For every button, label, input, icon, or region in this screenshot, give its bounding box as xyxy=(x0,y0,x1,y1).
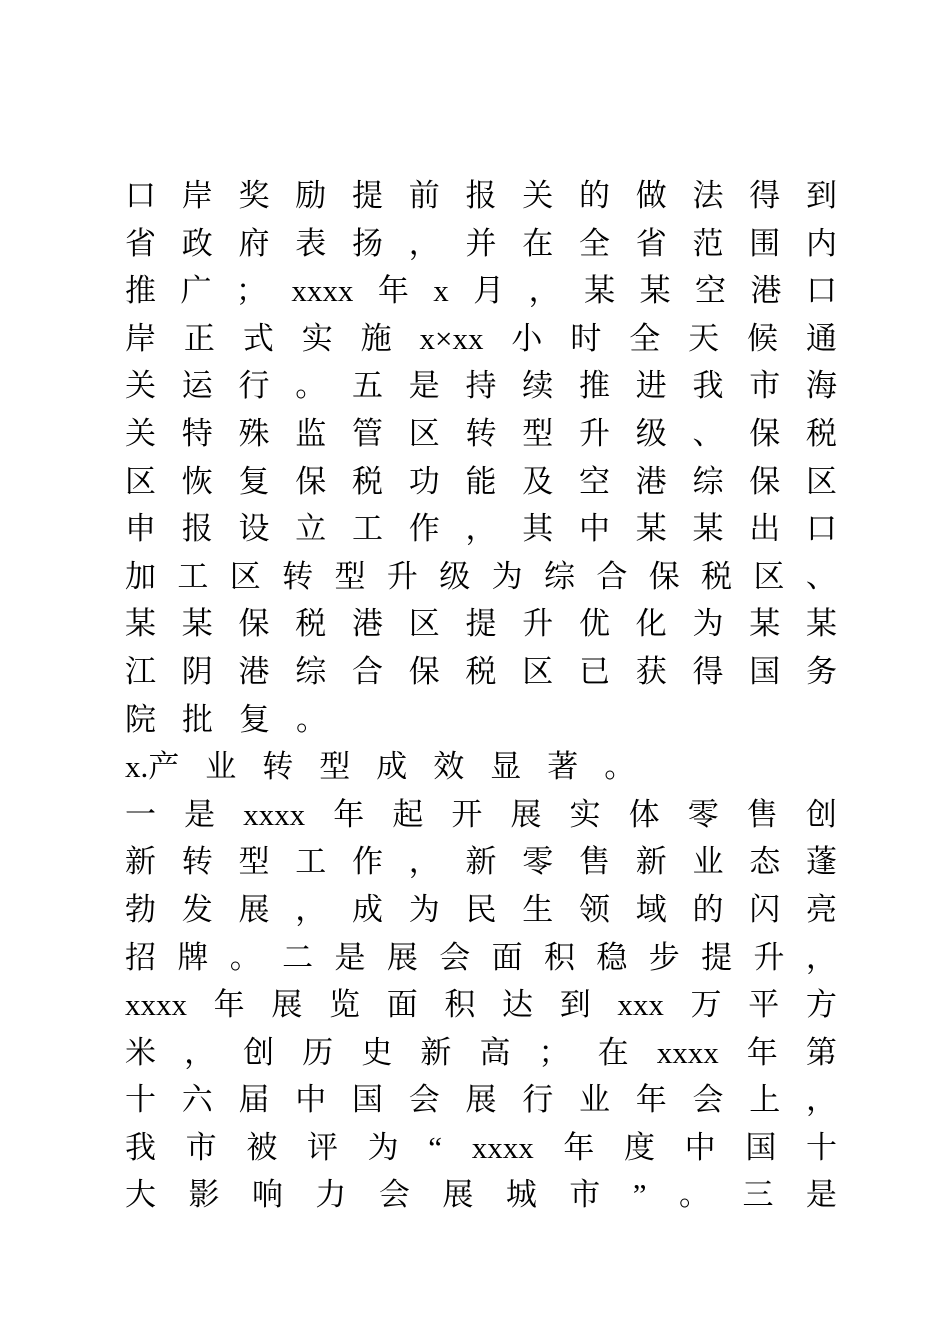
text-token: 城 xyxy=(505,1177,537,1213)
text-token: 转 xyxy=(262,749,294,785)
text-token: 报 xyxy=(181,511,213,547)
text-token: 关 xyxy=(125,368,156,404)
text-token: 生 xyxy=(522,891,554,927)
text-token: 励 xyxy=(295,178,327,213)
text-token: 创 xyxy=(243,1034,275,1070)
text-token: 闪 xyxy=(749,891,781,927)
text-token: 工 xyxy=(177,558,209,594)
text-token: 级 xyxy=(439,558,471,594)
text-token: 。 xyxy=(604,749,636,785)
text-token: 牌 xyxy=(177,939,209,975)
text-token: 国 xyxy=(352,1082,383,1118)
text-line xyxy=(125,696,837,744)
text-token: 全 xyxy=(579,225,610,261)
text-token: 江 xyxy=(125,653,156,689)
text-token: 我 xyxy=(692,368,724,404)
text-token: 复 xyxy=(239,701,270,737)
text-token: 年 xyxy=(213,987,245,1023)
text-token: 年 xyxy=(563,1129,595,1165)
text-token: 围 xyxy=(749,225,781,261)
text-line xyxy=(125,981,837,1029)
text-token: 届 xyxy=(238,1082,270,1118)
text-token: 口 xyxy=(806,511,837,547)
text-token: 作 xyxy=(352,844,383,880)
text-token: ， xyxy=(184,1034,216,1070)
text-token: 是 xyxy=(805,1177,837,1213)
text-token: 作 xyxy=(408,511,440,547)
text-token: 月 xyxy=(473,273,505,309)
text-token: 售 xyxy=(746,796,778,832)
text-token: 积 xyxy=(444,987,476,1023)
text-token: 进 xyxy=(635,368,667,404)
text-token: 平 xyxy=(748,987,780,1023)
text-line xyxy=(125,1124,837,1172)
text-token: 候 xyxy=(747,320,779,356)
text-token: 持 xyxy=(465,368,497,404)
text-token: 勃 xyxy=(125,891,156,927)
text-token: 提 xyxy=(352,178,383,213)
text-token: 阴 xyxy=(181,653,213,689)
text-token: x.产 xyxy=(125,749,180,785)
text-token: 做 xyxy=(635,178,667,213)
text-token: 空 xyxy=(579,463,610,499)
text-token: 加 xyxy=(125,558,156,594)
text-token: 我 xyxy=(125,1129,156,1165)
text-token: 是 xyxy=(408,368,440,404)
text-token: 某 xyxy=(181,606,213,642)
text-line xyxy=(125,505,837,553)
text-token: 为 xyxy=(367,1129,399,1165)
text-token: 天 xyxy=(688,320,720,356)
text-token: 岸 xyxy=(125,320,156,356)
text-line xyxy=(125,458,837,506)
text-token: 推 xyxy=(579,368,610,404)
text-token: 三 xyxy=(742,1177,774,1213)
text-token: 。 xyxy=(296,701,327,737)
text-token: 续 xyxy=(522,368,554,404)
text-token: 态 xyxy=(749,844,781,880)
text-line xyxy=(125,410,837,458)
text-line xyxy=(125,791,837,839)
text-token: 化 xyxy=(635,606,667,642)
text-token: 小 xyxy=(511,320,543,356)
text-token: 行 xyxy=(238,368,270,404)
text-token: 业 xyxy=(205,749,237,785)
text-token: 著 xyxy=(547,749,579,785)
text-token: 复 xyxy=(238,463,270,499)
text-token: 型 xyxy=(522,415,554,451)
text-token: 会 xyxy=(692,1082,724,1118)
text-token: 升 xyxy=(753,939,785,975)
text-token: 展 xyxy=(510,796,542,832)
text-token: 年 xyxy=(635,1082,667,1118)
text-line xyxy=(125,315,837,363)
text-token: 港 xyxy=(352,606,383,642)
text-token: 府 xyxy=(238,225,270,261)
text-token: 批 xyxy=(182,701,213,737)
text-token: 实 xyxy=(301,320,333,356)
text-token: 万 xyxy=(690,987,722,1023)
text-token: xxxx xyxy=(656,1034,719,1070)
text-token: 已 xyxy=(579,653,610,689)
text-token: 报 xyxy=(465,178,497,213)
text-token: 税 xyxy=(352,463,383,499)
text-token: 管 xyxy=(352,415,383,451)
text-token: 、 xyxy=(692,415,724,451)
text-token: 港 xyxy=(750,273,782,309)
text-token: 业 xyxy=(692,844,724,880)
text-token: 升 xyxy=(579,415,610,451)
text-token: 为 xyxy=(491,558,523,594)
text-token: 起 xyxy=(392,796,424,832)
text-token: 中 xyxy=(684,1129,716,1165)
text-token: 区 xyxy=(408,415,440,451)
text-token: 岸 xyxy=(181,178,213,213)
text-token: 通 xyxy=(805,320,837,356)
text-token: 综 xyxy=(692,463,724,499)
text-token: 转 xyxy=(465,415,497,451)
text-token: 某 xyxy=(125,606,156,642)
text-token: 表 xyxy=(295,225,327,261)
text-token: 大 xyxy=(125,1177,156,1213)
text-token: 升 xyxy=(386,558,418,594)
text-line xyxy=(125,838,837,886)
text-token: 历 xyxy=(302,1034,334,1070)
text-token: 会 xyxy=(378,1177,410,1213)
text-line xyxy=(125,743,837,791)
text-token: 零 xyxy=(687,796,719,832)
text-token: 达 xyxy=(502,987,534,1023)
text-token: 新 xyxy=(465,844,497,880)
text-line xyxy=(125,172,837,220)
text-token: 米 xyxy=(125,1034,156,1070)
text-token: 方 xyxy=(805,987,837,1023)
text-token: 及 xyxy=(522,463,554,499)
text-token: 新 xyxy=(635,844,667,880)
text-token: 某 xyxy=(806,606,837,642)
text-token: 保 xyxy=(238,606,270,642)
text-token: ， xyxy=(528,273,560,309)
text-token: 、 xyxy=(805,558,837,594)
text-token: xxxx xyxy=(471,1129,534,1165)
text-token: 为 xyxy=(408,891,440,927)
text-token: 优 xyxy=(579,606,610,642)
text-token: 影 xyxy=(188,1177,220,1213)
text-token: 口 xyxy=(805,273,837,309)
text-token: 力 xyxy=(315,1177,347,1213)
text-token: 法 xyxy=(692,178,724,213)
text-token: 行 xyxy=(522,1082,554,1118)
text-line xyxy=(125,362,837,410)
text-line xyxy=(125,886,837,934)
text-token: 功 xyxy=(408,463,440,499)
text-token: 二 xyxy=(282,939,314,975)
text-token: 。 xyxy=(678,1177,710,1213)
text-token: 新 xyxy=(420,1034,452,1070)
text-token: 海 xyxy=(806,368,837,404)
text-token: 稳 xyxy=(596,939,628,975)
text-token: 税 xyxy=(701,558,733,594)
text-token: 得 xyxy=(692,653,724,689)
text-token: 式 xyxy=(242,320,274,356)
text-token: 高 xyxy=(479,1034,511,1070)
text-token: 保 xyxy=(749,463,781,499)
text-token: 奖 xyxy=(238,178,270,213)
text-token: 施 xyxy=(360,320,392,356)
text-token: 到 xyxy=(806,178,837,213)
text-token: 全 xyxy=(629,320,661,356)
text-token: 立 xyxy=(295,511,327,547)
text-token: 览 xyxy=(329,987,361,1023)
text-token: “ xyxy=(428,1129,443,1165)
text-token: 显 xyxy=(490,749,522,785)
text-token: 某 xyxy=(639,273,671,309)
text-token: 提 xyxy=(465,606,497,642)
text-token: 推 xyxy=(125,273,156,309)
text-token: 关 xyxy=(125,415,156,451)
text-token: 出 xyxy=(749,511,781,547)
text-token: 保 xyxy=(295,463,327,499)
text-token: 区 xyxy=(522,653,554,689)
text-token: 恢 xyxy=(181,463,213,499)
text-token: 时 xyxy=(570,320,602,356)
text-token: 展 xyxy=(386,939,418,975)
text-token: 空 xyxy=(695,273,727,309)
text-token: 创 xyxy=(805,796,837,832)
text-token: ； xyxy=(538,1034,570,1070)
text-token: 成 xyxy=(352,891,383,927)
text-token: 领 xyxy=(579,891,610,927)
text-token: 区 xyxy=(125,463,156,499)
text-token: 正 xyxy=(183,320,215,356)
text-token: 省 xyxy=(125,225,156,261)
text-token: ， xyxy=(465,511,497,547)
text-token: x×xx xyxy=(419,320,484,356)
text-token: 监 xyxy=(295,415,327,451)
text-token: 为 xyxy=(692,606,724,642)
text-token: 效 xyxy=(433,749,465,785)
text-token: 政 xyxy=(181,225,213,261)
document-body xyxy=(125,172,837,1219)
text-token: 在 xyxy=(597,1034,629,1070)
text-token: 院 xyxy=(125,701,156,737)
text-line xyxy=(125,220,837,268)
text-token: 度 xyxy=(624,1129,656,1165)
text-token: 年 xyxy=(333,796,365,832)
text-token: 业 xyxy=(579,1082,610,1118)
text-token: xxx xyxy=(617,987,664,1023)
text-token: 工 xyxy=(295,844,327,880)
text-token: 中 xyxy=(579,511,610,547)
text-token: 某 xyxy=(635,511,667,547)
text-token: ， xyxy=(806,1082,837,1118)
text-line xyxy=(125,1076,837,1124)
text-token: 综 xyxy=(544,558,575,594)
text-token: 保 xyxy=(408,653,440,689)
text-token: 展 xyxy=(442,1177,474,1213)
text-token: 被 xyxy=(246,1129,278,1165)
text-line xyxy=(125,600,837,648)
text-token: 。 xyxy=(295,368,327,404)
text-token: 保 xyxy=(749,415,781,451)
text-token: 务 xyxy=(806,653,837,689)
text-token: 级 xyxy=(635,415,667,451)
text-token: 五 xyxy=(352,368,383,404)
text-token: 新 xyxy=(125,844,156,880)
text-token: 。 xyxy=(229,939,261,975)
text-token: 获 xyxy=(635,653,667,689)
text-token: ， xyxy=(295,891,327,927)
text-token: 税 xyxy=(465,653,497,689)
text-token: 省 xyxy=(635,225,667,261)
text-token: 亮 xyxy=(806,891,837,927)
text-token: 十 xyxy=(125,1082,156,1118)
text-token: 体 xyxy=(628,796,660,832)
text-token: 到 xyxy=(559,987,591,1023)
text-token: 其 xyxy=(522,511,554,547)
text-token: 国 xyxy=(749,653,781,689)
text-line xyxy=(125,934,837,982)
text-token: 史 xyxy=(361,1034,393,1070)
text-token: 会 xyxy=(439,939,471,975)
text-token: 民 xyxy=(465,891,497,927)
text-token: 区 xyxy=(408,606,440,642)
text-token: 税 xyxy=(806,415,837,451)
text-token: 港 xyxy=(635,463,667,499)
text-token: 是 xyxy=(334,939,366,975)
text-token: 运 xyxy=(181,368,213,404)
text-token: 保 xyxy=(648,558,680,594)
text-token: 面 xyxy=(491,939,523,975)
text-token: 的 xyxy=(579,178,610,213)
text-token: x xyxy=(433,273,449,309)
text-token: 实 xyxy=(569,796,601,832)
text-token: 国 xyxy=(745,1129,777,1165)
text-token: 展 xyxy=(271,987,303,1023)
text-token: ， xyxy=(408,225,440,261)
text-token: 响 xyxy=(251,1177,283,1213)
text-token: 转 xyxy=(282,558,314,594)
text-token: 售 xyxy=(579,844,610,880)
text-token: 展 xyxy=(238,891,270,927)
text-token: 第 xyxy=(805,1034,837,1070)
text-token: ， xyxy=(408,844,440,880)
text-token: 型 xyxy=(334,558,366,594)
text-token: 转 xyxy=(181,844,213,880)
text-token: 申 xyxy=(125,511,156,547)
text-token: 域 xyxy=(635,891,667,927)
text-token: 特 xyxy=(181,415,213,451)
text-token: 综 xyxy=(295,653,327,689)
text-token: 能 xyxy=(465,463,497,499)
text-token: 关 xyxy=(522,178,554,213)
text-token: 年 xyxy=(377,273,409,309)
text-token: 设 xyxy=(238,511,270,547)
text-token: 面 xyxy=(386,987,418,1023)
text-token: 型 xyxy=(319,749,351,785)
text-token: 开 xyxy=(451,796,483,832)
text-token: 并 xyxy=(465,225,497,261)
text-token: 十 xyxy=(805,1129,837,1165)
text-token: 型 xyxy=(238,844,270,880)
text-token: 范 xyxy=(692,225,724,261)
text-token: 区 xyxy=(229,558,261,594)
text-line xyxy=(125,648,837,696)
text-token: 一 xyxy=(125,796,156,832)
text-token: 招 xyxy=(125,939,156,975)
text-token: 会 xyxy=(408,1082,440,1118)
text-token: 升 xyxy=(522,606,554,642)
text-token: 税 xyxy=(295,606,327,642)
text-token: 前 xyxy=(408,178,440,213)
text-token: 广 xyxy=(180,273,212,309)
text-token: 六 xyxy=(181,1082,213,1118)
text-token: 某 xyxy=(584,273,616,309)
text-token: 在 xyxy=(522,225,554,261)
text-token: xxxx xyxy=(125,987,187,1023)
text-line xyxy=(125,267,837,315)
text-token: xxxx xyxy=(243,796,306,832)
text-token: 某 xyxy=(692,511,724,547)
text-token: 港 xyxy=(238,653,270,689)
text-line xyxy=(125,1029,837,1077)
text-token: ， xyxy=(805,939,837,975)
text-token: ” xyxy=(632,1177,647,1213)
text-token: 工 xyxy=(352,511,383,547)
text-token: 提 xyxy=(701,939,733,975)
text-token: 合 xyxy=(596,558,628,594)
text-token: 内 xyxy=(806,225,837,261)
text-token: 蓬 xyxy=(806,844,837,880)
text-token: 区 xyxy=(753,558,785,594)
text-token: 评 xyxy=(306,1129,338,1165)
text-token: 是 xyxy=(184,796,216,832)
text-token: 中 xyxy=(295,1082,327,1118)
text-token: 某 xyxy=(749,606,781,642)
text-line xyxy=(125,1171,837,1219)
text-token: 展 xyxy=(465,1082,497,1118)
text-token: 殊 xyxy=(238,415,270,451)
text-token: 区 xyxy=(806,463,837,499)
text-token: 积 xyxy=(544,939,575,975)
text-token: 市 xyxy=(569,1177,601,1213)
text-token: 扬 xyxy=(352,225,383,261)
text-token: 零 xyxy=(522,844,554,880)
text-token: ； xyxy=(235,273,267,309)
text-token: 市 xyxy=(185,1129,217,1165)
text-line xyxy=(125,553,837,601)
text-token: 合 xyxy=(352,653,383,689)
text-token: 市 xyxy=(749,368,781,404)
text-token: 步 xyxy=(648,939,680,975)
text-token: xxxx xyxy=(291,273,354,309)
text-token: 的 xyxy=(692,891,724,927)
text-token: 上 xyxy=(749,1082,781,1118)
text-token: 成 xyxy=(376,749,408,785)
text-token: 得 xyxy=(749,178,781,213)
text-token: 发 xyxy=(181,891,213,927)
text-token: 口 xyxy=(125,178,156,213)
text-token: 年 xyxy=(746,1034,778,1070)
